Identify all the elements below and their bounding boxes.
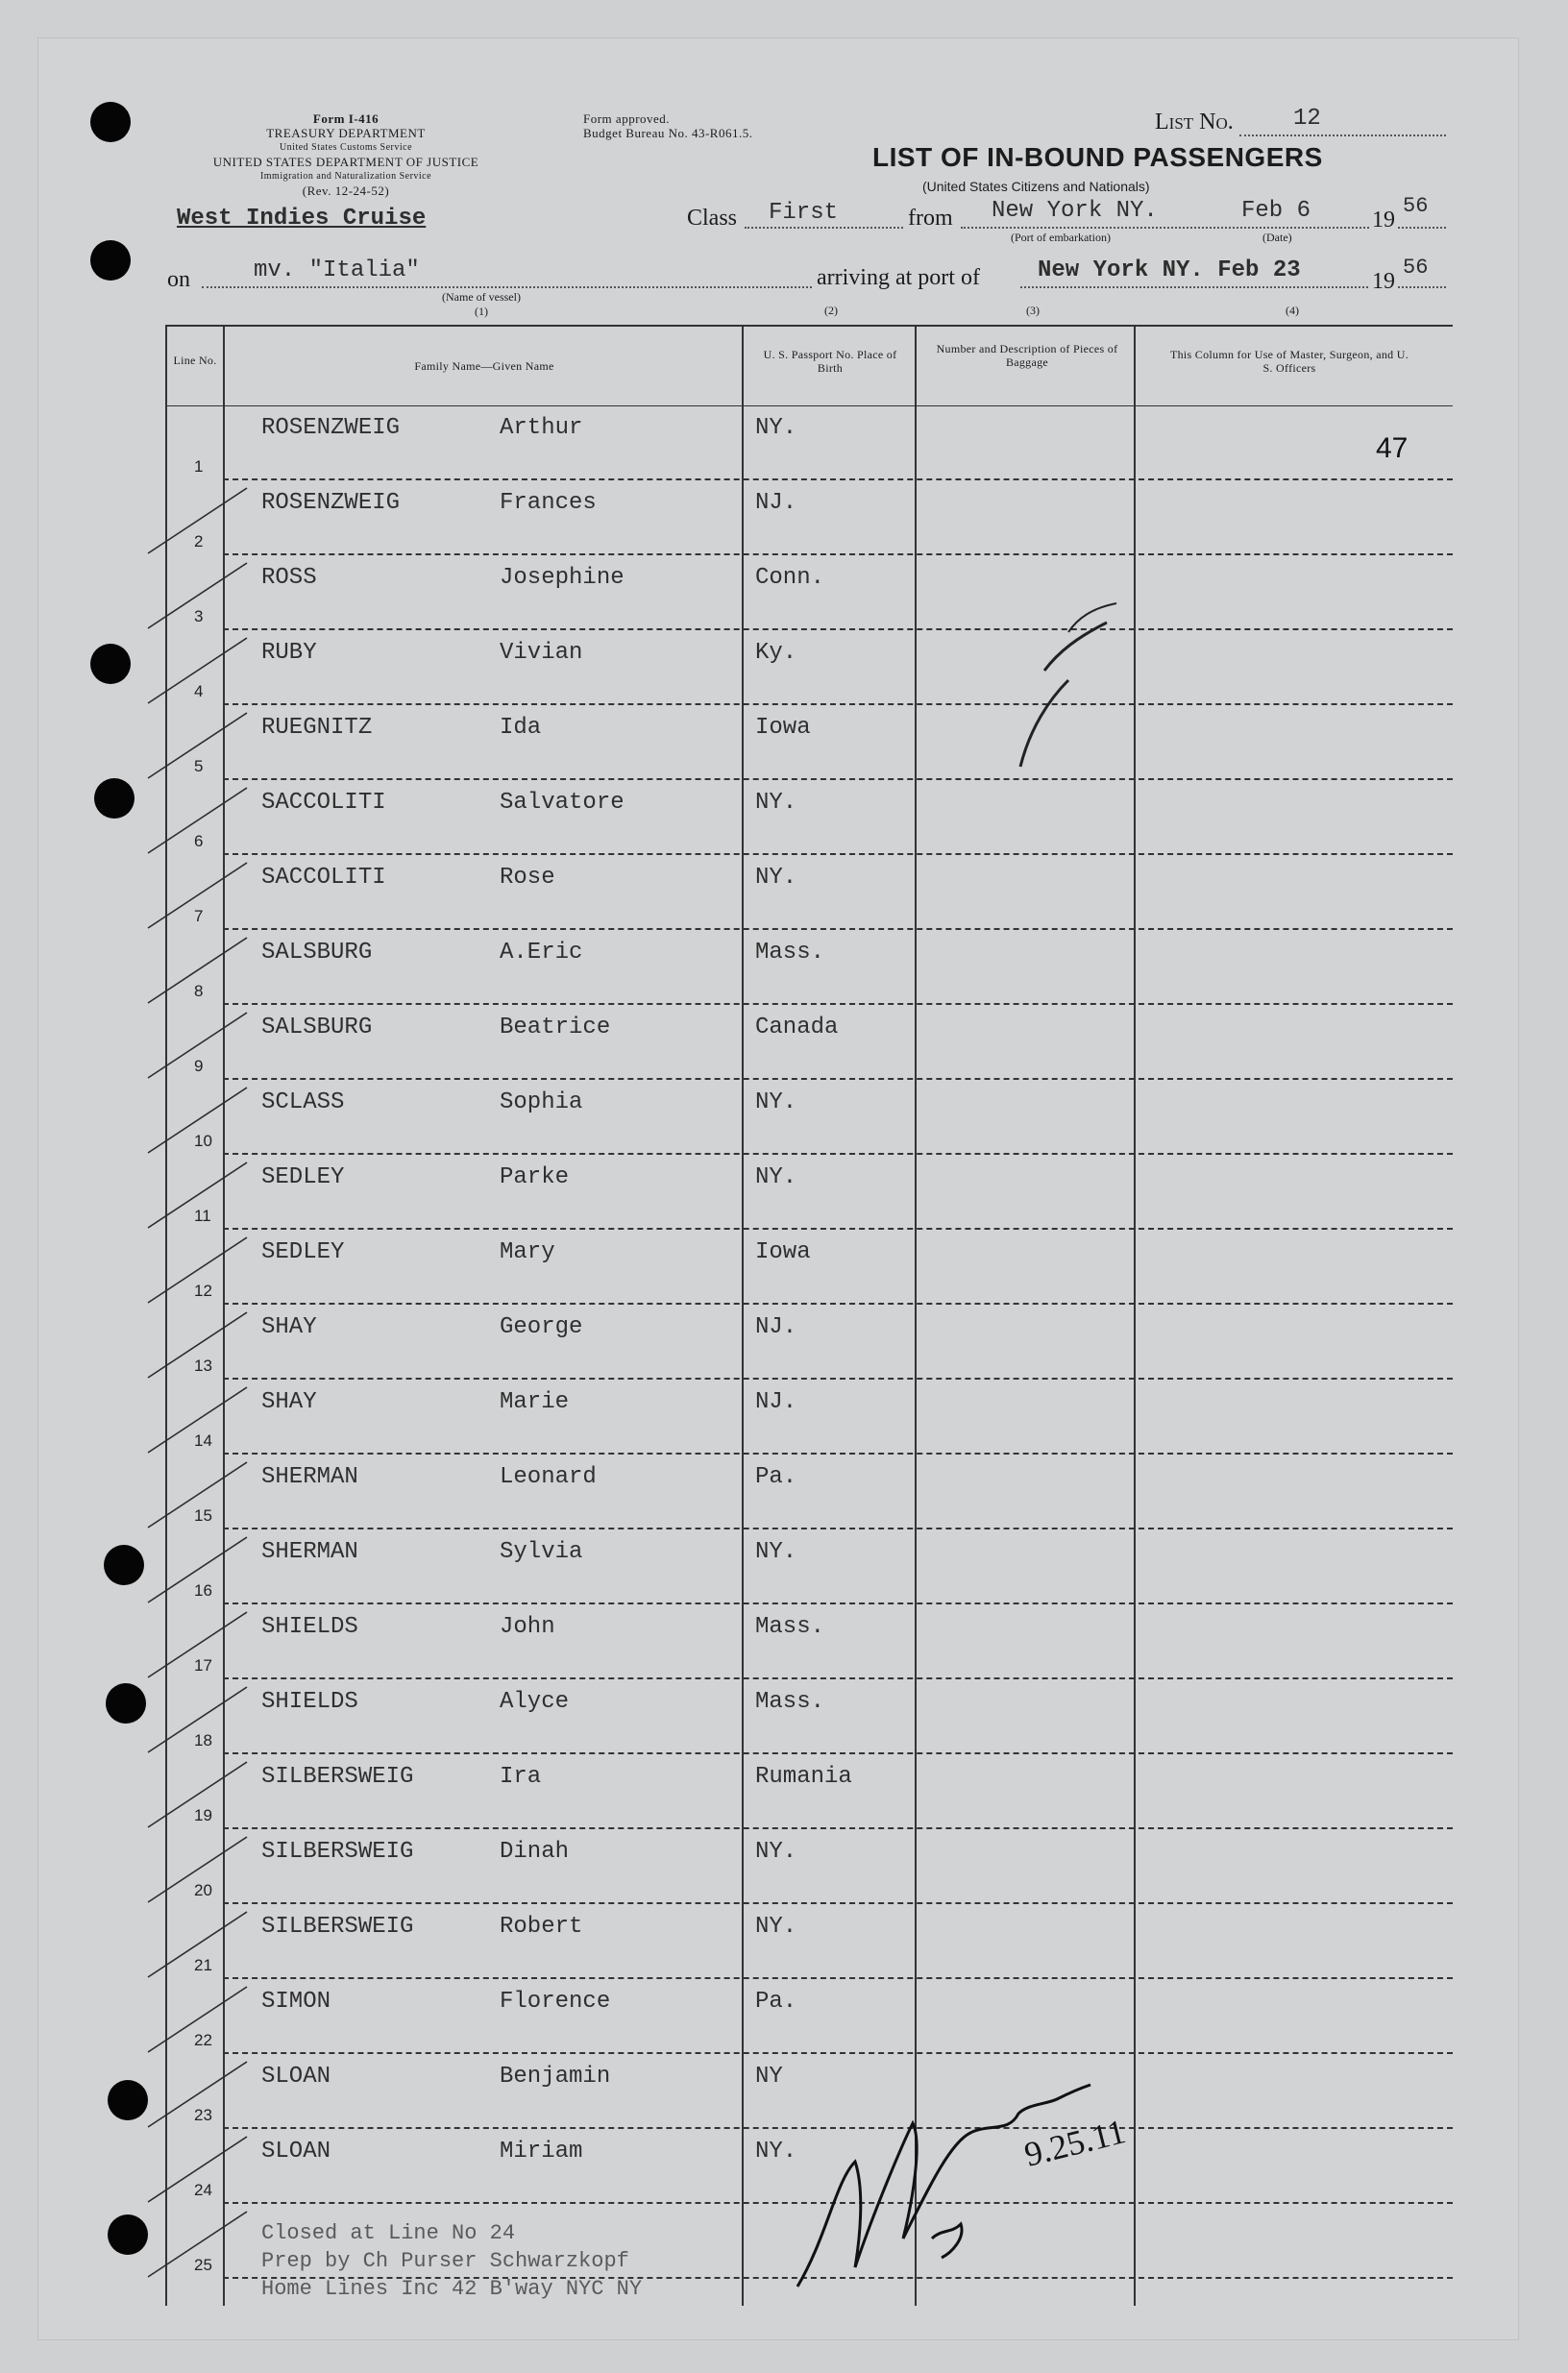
table-row bbox=[165, 1829, 1453, 1904]
tick-mark bbox=[148, 1462, 247, 1528]
baggage-pen-marks bbox=[1011, 584, 1145, 776]
tick-mark bbox=[148, 563, 247, 628]
given-name: Ida bbox=[500, 715, 542, 741]
list-no-underline bbox=[1239, 135, 1446, 136]
family-name: SEDLEY bbox=[261, 1164, 345, 1190]
header-line-no: Line No. bbox=[173, 354, 217, 367]
closing-line-1: Closed at Line No 24 bbox=[261, 2221, 516, 2245]
place-of-birth: Canada bbox=[755, 1015, 839, 1040]
place-of-birth: Conn. bbox=[755, 565, 825, 591]
given-name: Vivian bbox=[500, 640, 583, 666]
line-number: 7 bbox=[194, 907, 204, 925]
ins-service: Immigration and Naturalization Service bbox=[259, 171, 432, 182]
table-row bbox=[165, 630, 1453, 705]
line-number: 18 bbox=[194, 1731, 212, 1749]
tick-mark bbox=[148, 2062, 247, 2127]
check-marks bbox=[146, 478, 281, 2285]
family-name: SILBERSWEIG bbox=[261, 1764, 414, 1790]
table-row bbox=[165, 1455, 1453, 1529]
header-officers: This Column for Use of Master, Surgeon, and U. S. Officers bbox=[1169, 348, 1409, 375]
year-prefix-2: 19 bbox=[1372, 269, 1395, 294]
list-no-label: List No. bbox=[1155, 110, 1234, 135]
list-no-value: 12 bbox=[1293, 106, 1321, 132]
given-name: Sophia bbox=[500, 1089, 583, 1115]
form-revision: (Rev. 12-24-52) bbox=[302, 183, 390, 198]
family-name: SALSBURG bbox=[261, 940, 373, 966]
tick-mark bbox=[148, 1387, 247, 1453]
tick-mark bbox=[148, 1162, 247, 1228]
from-port: New York NY. bbox=[992, 198, 1158, 224]
given-name: Parke bbox=[500, 1164, 570, 1190]
place-of-birth: Pa. bbox=[755, 1464, 797, 1490]
family-name: SHERMAN bbox=[261, 1464, 358, 1490]
place-of-birth: NY. bbox=[755, 790, 797, 816]
table-row bbox=[165, 1529, 1453, 1604]
family-name: SIMON bbox=[261, 1989, 331, 2015]
table-row bbox=[165, 1904, 1453, 1979]
year-1: 56 bbox=[1403, 194, 1429, 218]
year-prefix-1: 19 bbox=[1372, 208, 1395, 232]
line-number: 14 bbox=[194, 1431, 212, 1450]
line-number: 5 bbox=[194, 757, 204, 775]
line-number: 9 bbox=[194, 1057, 204, 1075]
line-number: 24 bbox=[194, 2181, 212, 2199]
place-of-birth: NJ. bbox=[755, 490, 797, 516]
tick-mark bbox=[148, 938, 247, 1003]
line-number: 6 bbox=[194, 832, 204, 850]
year-underline-2 bbox=[1398, 286, 1446, 288]
family-name: SILBERSWEIG bbox=[261, 1914, 414, 1940]
officer-count-annotation: 47 bbox=[1376, 432, 1409, 464]
closing-line-2: Prep by Ch Purser Schwarzkopf bbox=[261, 2249, 629, 2273]
line-number: 12 bbox=[194, 1282, 212, 1300]
tick-mark bbox=[148, 1088, 247, 1153]
family-name: ROSENZWEIG bbox=[261, 415, 401, 441]
table-row bbox=[165, 480, 1453, 555]
given-name: Rose bbox=[500, 865, 555, 891]
given-name: Mary bbox=[500, 1239, 555, 1265]
family-name: ROSENZWEIG bbox=[261, 490, 401, 516]
vessel-caption-num: (1) bbox=[474, 305, 488, 318]
family-name: SHERMAN bbox=[261, 1539, 358, 1565]
place-of-birth: NJ. bbox=[755, 1314, 797, 1340]
place-of-birth: NY. bbox=[755, 415, 797, 441]
place-of-birth: Pa. bbox=[755, 1989, 797, 2015]
line-number: 15 bbox=[194, 1506, 212, 1525]
given-name: A.Eric bbox=[500, 940, 583, 966]
table-row bbox=[165, 405, 1453, 480]
tick-mark bbox=[148, 863, 247, 928]
table-top-border bbox=[165, 325, 1453, 327]
line-number: 2 bbox=[194, 532, 204, 550]
given-name: Benjamin bbox=[500, 2064, 611, 2090]
header-name: Family Name—Given Name bbox=[414, 359, 554, 373]
family-name: RUBY bbox=[261, 640, 317, 666]
date-caption: (Date) bbox=[1262, 231, 1292, 244]
line-number: 22 bbox=[194, 2031, 212, 2049]
vessel-caption bbox=[442, 290, 521, 319]
family-name: SHAY bbox=[261, 1314, 317, 1340]
binder-hole bbox=[90, 240, 131, 281]
place-of-birth: NY. bbox=[755, 1839, 797, 1865]
column-caption-4: (4) bbox=[1286, 304, 1299, 317]
given-name: Leonard bbox=[500, 1464, 597, 1490]
line-number: 10 bbox=[194, 1132, 212, 1150]
line-number: 20 bbox=[194, 1881, 212, 1899]
passenger-table bbox=[165, 325, 1453, 2306]
line-number: 1 bbox=[194, 457, 204, 476]
table-row bbox=[165, 1305, 1453, 1380]
table-row bbox=[165, 1604, 1453, 1679]
from-label: from bbox=[908, 206, 953, 231]
table-row bbox=[165, 555, 1453, 630]
tick-mark bbox=[148, 2137, 247, 2202]
given-name: George bbox=[500, 1314, 583, 1340]
family-name: SLOAN bbox=[261, 2139, 331, 2165]
tick-mark bbox=[148, 788, 247, 853]
closing-line-3: Home Lines Inc 42 B'way NYC NY bbox=[261, 2277, 643, 2301]
given-name: John bbox=[500, 1614, 555, 1640]
family-name: SHIELDS bbox=[261, 1689, 358, 1715]
given-name: Dinah bbox=[500, 1839, 570, 1865]
vessel-underline bbox=[202, 286, 812, 288]
arriving-label: arriving at port of bbox=[817, 265, 980, 290]
family-name: RUEGNITZ bbox=[261, 715, 373, 741]
given-name: Arthur bbox=[500, 415, 583, 441]
tick-mark bbox=[148, 1537, 247, 1602]
table-row bbox=[165, 1005, 1453, 1080]
place-of-birth: Mass. bbox=[755, 1614, 825, 1640]
binder-hole bbox=[104, 1545, 144, 1585]
family-name: SALSBURG bbox=[261, 1015, 373, 1040]
line-number: 21 bbox=[194, 1956, 212, 1974]
class-value: First bbox=[769, 200, 839, 226]
table-row bbox=[165, 930, 1453, 1005]
line-number: 13 bbox=[194, 1357, 212, 1375]
given-name: Robert bbox=[500, 1914, 583, 1940]
given-name: Beatrice bbox=[500, 1015, 611, 1040]
page-title: LIST OF IN-BOUND PASSENGERS bbox=[872, 142, 1323, 172]
tick-mark bbox=[148, 1013, 247, 1078]
given-name: Ira bbox=[500, 1764, 542, 1790]
given-name: Sylvia bbox=[500, 1539, 583, 1565]
table-row bbox=[165, 1380, 1453, 1455]
place-of-birth: Iowa bbox=[755, 715, 811, 741]
binder-hole bbox=[108, 2214, 148, 2255]
binder-hole bbox=[108, 2080, 148, 2120]
line-number: 17 bbox=[194, 1656, 212, 1675]
place-of-birth: Rumania bbox=[755, 1764, 852, 1790]
table-row bbox=[165, 1155, 1453, 1230]
cruise-name: West Indies Cruise bbox=[177, 206, 427, 232]
place-of-birth: NY. bbox=[755, 1914, 797, 1940]
header-baggage: Number and Description of Pieces of Baggage bbox=[936, 342, 1118, 369]
binder-hole bbox=[90, 644, 131, 684]
line-number: 23 bbox=[194, 2106, 212, 2124]
place-of-birth: NJ. bbox=[755, 1389, 797, 1415]
family-name: ROSS bbox=[261, 565, 317, 591]
family-name: SACCOLITI bbox=[261, 865, 386, 891]
line-number: 4 bbox=[194, 682, 204, 700]
page-subtitle: (United States Citizens and Nationals) bbox=[922, 179, 1150, 194]
place-of-birth: NY. bbox=[755, 865, 797, 891]
tick-mark bbox=[148, 488, 247, 553]
tick-mark bbox=[148, 2212, 247, 2277]
given-name: Alyce bbox=[500, 1689, 570, 1715]
place-of-birth: NY. bbox=[755, 2139, 797, 2165]
binder-hole bbox=[94, 778, 135, 819]
class-label: Class bbox=[687, 206, 738, 231]
table-row bbox=[165, 1754, 1453, 1829]
place-of-birth: NY. bbox=[755, 1164, 797, 1190]
from-date: Feb 6 bbox=[1241, 198, 1311, 224]
tick-mark bbox=[148, 1762, 247, 1827]
family-name: SACCOLITI bbox=[261, 790, 386, 816]
year-underline-1 bbox=[1398, 227, 1446, 229]
family-name: SEDLEY bbox=[261, 1239, 345, 1265]
given-name: Josephine bbox=[500, 565, 625, 591]
binder-hole bbox=[90, 102, 131, 142]
place-of-birth: Ky. bbox=[755, 640, 797, 666]
place-of-birth: NY bbox=[755, 2064, 783, 2090]
column-caption-3: (3) bbox=[1026, 304, 1040, 317]
line-number: 8 bbox=[194, 982, 204, 1000]
given-name: Salvatore bbox=[500, 790, 625, 816]
tick-mark bbox=[148, 1312, 247, 1378]
officer-signature bbox=[769, 2046, 1307, 2296]
vessel-name: mv. "Italia" bbox=[254, 257, 420, 283]
tick-mark bbox=[148, 638, 247, 703]
signature-date: 9.25.11 bbox=[1020, 2112, 1130, 2174]
given-name: Marie bbox=[500, 1389, 570, 1415]
family-name: SHIELDS bbox=[261, 1614, 358, 1640]
place-of-birth: Mass. bbox=[755, 1689, 825, 1715]
year-2: 56 bbox=[1403, 256, 1429, 280]
customs-service: United States Customs Service bbox=[279, 142, 413, 153]
arrival-underline bbox=[1020, 286, 1368, 288]
line-number: 11 bbox=[194, 1207, 211, 1225]
table-row bbox=[165, 1080, 1453, 1155]
class-underline bbox=[745, 227, 903, 229]
arrival-port-date: New York NY. Feb 23 bbox=[1038, 257, 1301, 283]
from-underline bbox=[961, 227, 1369, 229]
header-passport: U. S. Passport No. Place of Birth bbox=[763, 348, 897, 375]
binder-hole bbox=[106, 1683, 146, 1724]
table-row bbox=[165, 780, 1453, 855]
form-info bbox=[163, 111, 528, 198]
tick-mark bbox=[148, 1912, 247, 1977]
table-row bbox=[165, 1230, 1453, 1305]
place-of-birth: Iowa bbox=[755, 1239, 811, 1265]
line-number: 25 bbox=[194, 2256, 212, 2274]
column-caption-2: (2) bbox=[824, 304, 838, 317]
line-number: 19 bbox=[194, 1806, 212, 1824]
family-name: SHAY bbox=[261, 1389, 317, 1415]
given-name: Florence bbox=[500, 1989, 611, 2015]
treasury-dept: TREASURY DEPARTMENT bbox=[266, 126, 426, 140]
line-number: 16 bbox=[194, 1581, 212, 1600]
place-of-birth: Mass. bbox=[755, 940, 825, 966]
tick-mark bbox=[148, 1837, 247, 1902]
on-label: on bbox=[167, 267, 190, 292]
table-row bbox=[165, 1979, 1453, 2054]
table-row bbox=[165, 705, 1453, 780]
given-name: Miriam bbox=[500, 2139, 583, 2165]
tick-mark bbox=[148, 1987, 247, 2052]
form-approval bbox=[583, 111, 752, 140]
budget-bureau: Budget Bureau No. 43-R061.5. bbox=[583, 126, 753, 140]
tick-mark bbox=[148, 713, 247, 778]
place-of-birth: NY. bbox=[755, 1089, 797, 1115]
port-caption: (Port of embarkation) bbox=[1011, 231, 1111, 244]
place-of-birth: NY. bbox=[755, 1539, 797, 1565]
closing-note bbox=[261, 2219, 642, 2303]
tick-mark bbox=[148, 1612, 247, 1677]
family-name: SILBERSWEIG bbox=[261, 1839, 414, 1865]
tick-mark bbox=[148, 1687, 247, 1752]
table-row bbox=[165, 1679, 1453, 1754]
approved-text: Form approved. bbox=[583, 111, 671, 126]
table-row bbox=[165, 855, 1453, 930]
justice-dept: UNITED STATES DEPARTMENT OF JUSTICE bbox=[212, 155, 479, 169]
form-number: Form I-416 bbox=[312, 111, 380, 126]
given-name: Frances bbox=[500, 490, 597, 516]
vessel-caption-text: (Name of vessel) bbox=[442, 290, 521, 304]
line-number: 3 bbox=[194, 607, 204, 625]
family-name: SCLASS bbox=[261, 1089, 345, 1115]
family-name: SLOAN bbox=[261, 2064, 331, 2090]
tick-mark bbox=[148, 1237, 247, 1303]
